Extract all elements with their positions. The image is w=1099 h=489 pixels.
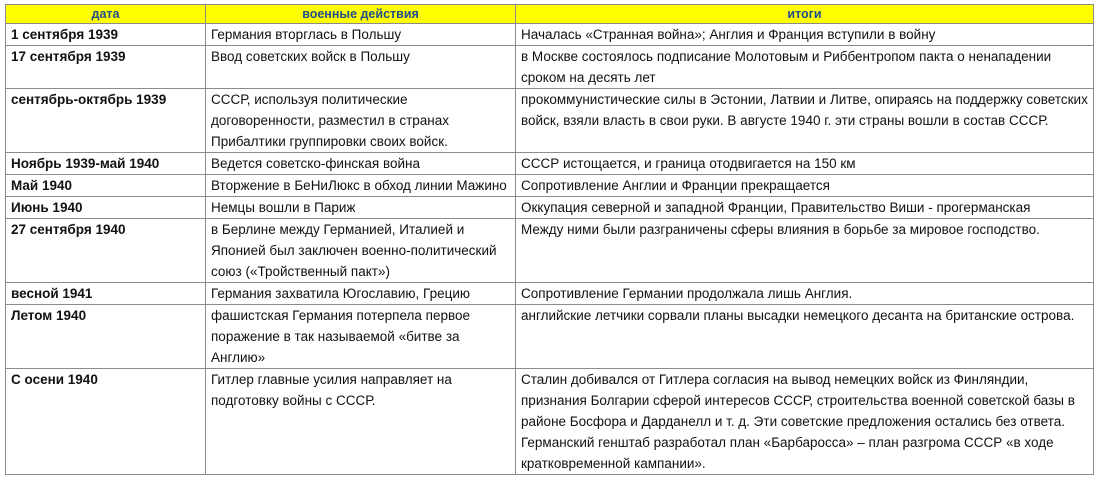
- row-action: в Берлине между Германией, Италией и Японией был заключен военно-политический союз («Тройственный пакт»): [206, 219, 516, 283]
- table-row: [6, 305, 1094, 369]
- row-date: С осени 1940: [6, 369, 206, 475]
- row-result: Сталин добивался от Гитлера согласия на вывод немецких войск из Финляндии, признания Болгарии сферой интересов СССР, строительства военной советской базы в районе Босфора и Дарданелл и т. д. Эти советские предложения остались без ответа. Германский генштаб разработал план «Барбаросса» – план разгрома СССР «в ходе кратковременной кампании».: [516, 369, 1094, 475]
- row-result: Сопротивление Англии и Франции прекращается: [516, 175, 1094, 197]
- row-result: Сопротивление Германии продолжала лишь Англия.: [516, 283, 1094, 305]
- table-row: [6, 175, 1094, 197]
- row-date: Летом 1940: [6, 305, 206, 369]
- header-actions: военные действия: [206, 5, 516, 24]
- table-row: [6, 283, 1094, 305]
- header-row: [6, 5, 1094, 24]
- row-result: СССР истощается, и граница отодвигается на 150 км: [516, 153, 1094, 175]
- row-date: весной 1941: [6, 283, 206, 305]
- table-row: [6, 153, 1094, 175]
- row-action: Ввод советских войск в Польшу: [206, 46, 516, 89]
- row-action: Германия вторглась в Польшу: [206, 24, 516, 46]
- row-date: 27 сентября 1940: [6, 219, 206, 283]
- table-row: [6, 197, 1094, 219]
- row-date: Июнь 1940: [6, 197, 206, 219]
- header-results: итоги: [516, 5, 1094, 24]
- row-result: английские летчики сорвали планы высадки немецкого десанта на британские острова.: [516, 305, 1094, 369]
- header-date: дата: [6, 5, 206, 24]
- row-action: Немцы вошли в Париж: [206, 197, 516, 219]
- history-table: [5, 4, 1094, 475]
- table-row: [6, 219, 1094, 283]
- row-result: прокоммунистические силы в Эстонии, Латвии и Литве, опираясь на поддержку советских войск, взяли власть в свои руки. В августе 1940 г. эти страны вошли в состав СССР.: [516, 89, 1094, 153]
- row-date: 17 сентября 1939: [6, 46, 206, 89]
- row-result: Оккупация северной и западной Франции, Правительство Виши - прогерманская: [516, 197, 1094, 219]
- table-row: [6, 24, 1094, 46]
- row-date: сентябрь-октябрь 1939: [6, 89, 206, 153]
- row-action: Ведется советско-финская война: [206, 153, 516, 175]
- row-result: в Москве состоялось подписание Молотовым и Риббентропом пакта о ненападении сроком на десять лет: [516, 46, 1094, 89]
- row-action: СССР, используя политические договоренности, разместил в странах Прибалтики группировки своих войск.: [206, 89, 516, 153]
- row-date: Ноябрь 1939-май 1940: [6, 153, 206, 175]
- table-row: [6, 89, 1094, 153]
- row-action: фашистская Германия потерпела первое поражение в так называемой «битве за Англию»: [206, 305, 516, 369]
- table-row: [6, 46, 1094, 89]
- table-row: [6, 369, 1094, 475]
- row-result: Между ними были разграничены сферы влияния в борьбе за мировое господство.: [516, 219, 1094, 283]
- row-action: Гитлер главные усилия направляет на подготовку войны с СССР.: [206, 369, 516, 475]
- row-date: 1 сентября 1939: [6, 24, 206, 46]
- row-result: Началась «Странная война»; Англия и Франция вступили в войну: [516, 24, 1094, 46]
- row-action: Вторжение в БеНиЛюкс в обход линии Мажино: [206, 175, 516, 197]
- row-action: Германия захватила Югославию, Грецию: [206, 283, 516, 305]
- row-date: Май 1940: [6, 175, 206, 197]
